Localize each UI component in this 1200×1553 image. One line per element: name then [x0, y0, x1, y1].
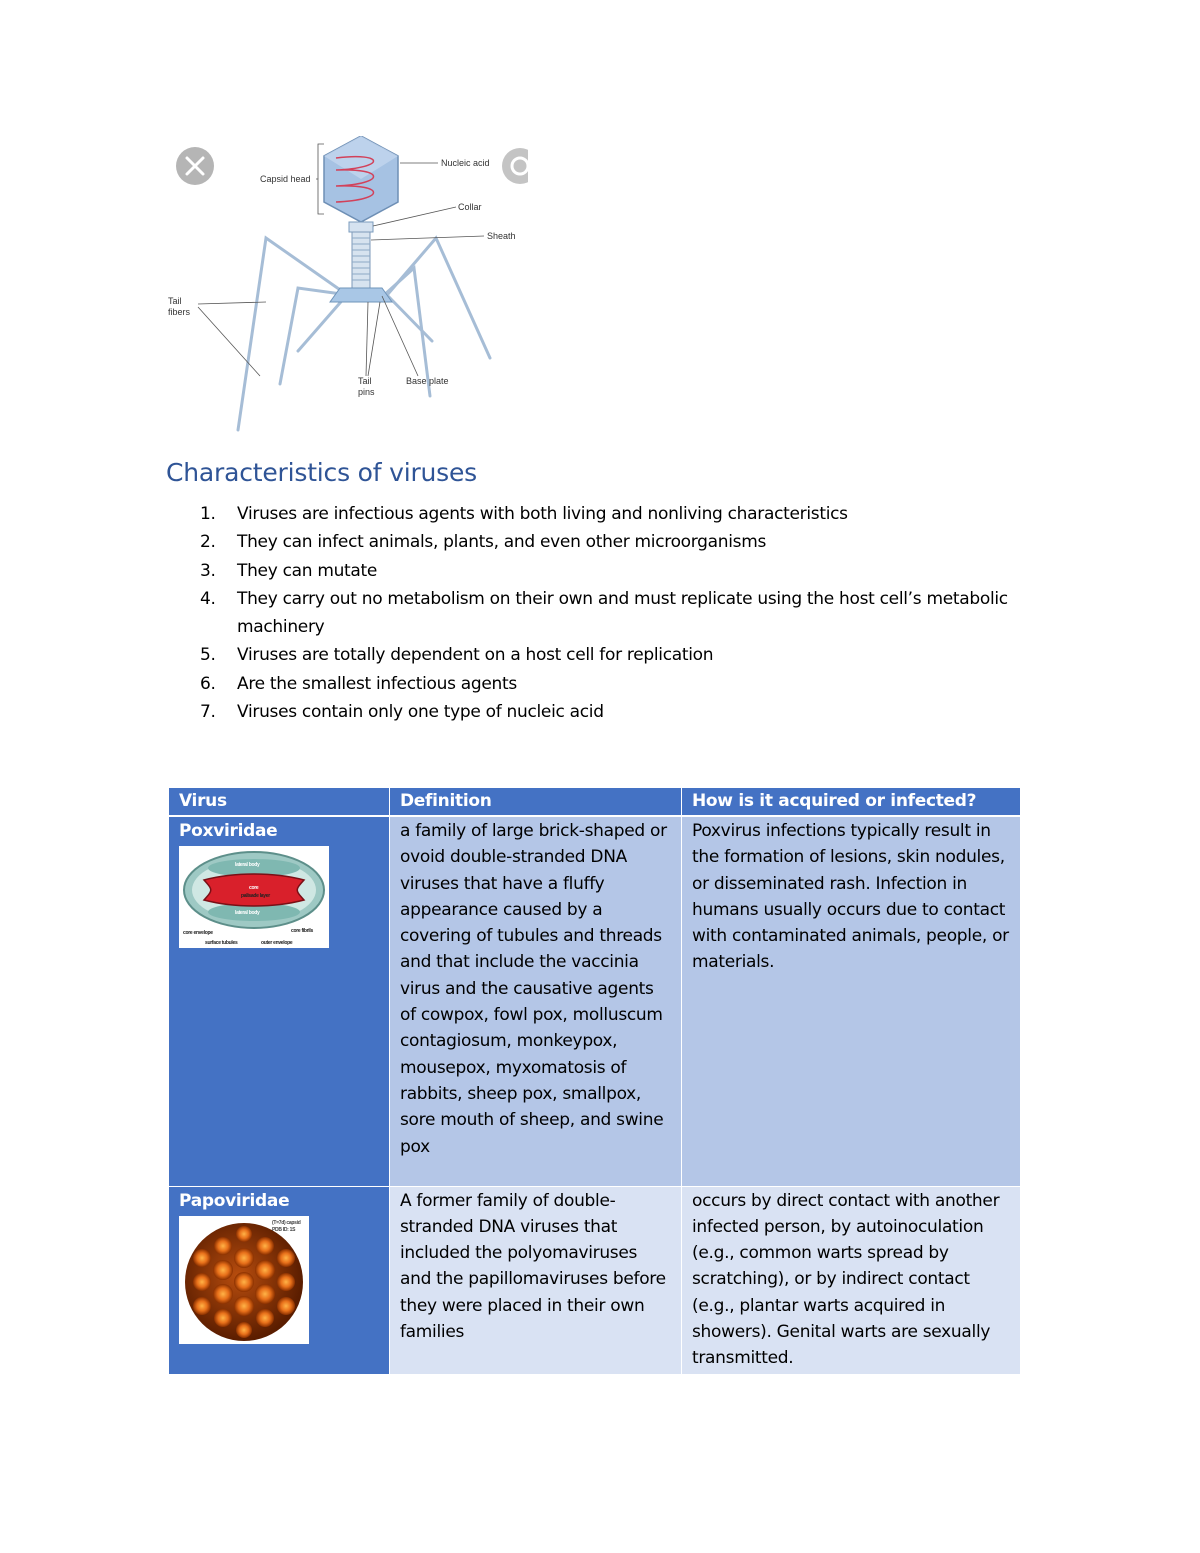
pox-label: core fibrils [291, 928, 313, 935]
collar [349, 222, 373, 232]
list-text: They can infect animals, plants, and even other microorganisms [237, 532, 767, 553]
list-item [176, 500, 1026, 528]
label-tail-fibers: fibers [168, 307, 191, 317]
poxvirus-image [179, 846, 329, 948]
list-text: They carry out no metabolism on their own and must replicate using the host cell’s metabolic machinery [237, 588, 1008, 638]
virus-name: Poxviridae [179, 821, 278, 841]
table-row [169, 1186, 1021, 1374]
label-tail-pins: pins [358, 387, 375, 397]
list-text: Viruses are totally dependent on a host cell for replication [237, 645, 714, 666]
list-text: Viruses contain only one type of nucleic acid [237, 702, 604, 723]
pox-label: core [249, 885, 259, 892]
list-item [176, 670, 1026, 698]
capsid-head [324, 136, 398, 222]
column-header-definition: Definition [390, 788, 682, 817]
label-capsid-head: Capsid head [260, 174, 311, 184]
pox-label: outer envelope [261, 940, 293, 947]
virus-name: Papoviridae [179, 1190, 290, 1211]
pox-label: lateral body [235, 862, 260, 869]
column-header-virus: Virus [169, 788, 390, 817]
list-item [176, 585, 1026, 642]
list-number: 2. [200, 532, 216, 553]
label-base-plate: Base plate [406, 376, 449, 386]
papova-label: PDB ID: 1S [272, 1226, 296, 1233]
papovavirus-image [179, 1216, 309, 1344]
label-nucleic-acid: Nucleic acid [441, 158, 490, 168]
list-number: 3. [200, 560, 216, 581]
table-header-row [169, 788, 1021, 817]
table-row [169, 816, 1021, 1186]
list-item [176, 698, 1026, 726]
pox-label: lateral body [235, 910, 260, 917]
definition-cell: a family of large brick-shaped or ovoid double-stranded DNA viruses that have a fluffy appearance caused by a covering of tubules and threads and that include the vaccinia virus and the causative agents of cowpox, fowl pox, molluscum contagiosum, monkeypox, mousepox, myxomatosis of rabbits, sheep pox, smallpox, sore mouth of sheep, and swine pox [390, 816, 682, 1186]
list-number: 7. [200, 702, 216, 723]
label-sheath: Sheath [487, 231, 516, 241]
label-tail-fibers: Tail [168, 296, 182, 306]
papova-label: (T=7d) capsid [272, 1219, 301, 1226]
list-text: Viruses are infectious agents with both living and nonliving characteristics [237, 504, 848, 524]
definition-cell: A former family of double-stranded DNA viruses that included the polyomaviruses and the papillomaviruses before they were placed in their own families [390, 1186, 682, 1374]
column-header-acquired: How is it acquired or infected? [682, 788, 1021, 817]
list-item [176, 528, 1026, 556]
base-plate [330, 288, 392, 302]
acquired-cell: Poxvirus infections typically result in the formation of lesions, skin nodules, or disseminated rash. Infection in humans usually occurs due to contact with contaminated animals, people, or materials. [682, 816, 1021, 1186]
close-icon[interactable] [176, 147, 214, 185]
label-collar: Collar [458, 202, 482, 212]
bacteriophage-diagram [168, 136, 528, 436]
section-heading: Characteristics of viruses [166, 458, 477, 487]
characteristics-list [176, 500, 1026, 726]
virus-table [168, 787, 1021, 1375]
sheath [352, 232, 370, 288]
pox-label: core envelope [183, 930, 213, 937]
pox-label: surface tubules [205, 940, 238, 947]
list-item [176, 641, 1026, 669]
gear-icon[interactable] [502, 148, 528, 184]
pox-label: palisade layer [241, 893, 270, 900]
virus-cell [169, 816, 390, 1186]
list-text: Are the smallest infectious agents [237, 673, 517, 694]
list-number: 1. [200, 504, 216, 524]
virus-cell [169, 1186, 390, 1374]
list-item [176, 557, 1026, 585]
list-number: 4. [200, 588, 216, 609]
acquired-cell: occurs by direct contact with another infected person, by autoinoculation (e.g., common warts spread by scratching), or by indirect contact (e.g., plantar warts acquired in showers). Genital warts are sexually transmitted. [682, 1186, 1021, 1374]
label-tail-pins: Tail [358, 376, 372, 386]
list-number: 6. [200, 673, 216, 694]
list-number: 5. [200, 645, 216, 666]
list-text: They can mutate [237, 560, 378, 581]
